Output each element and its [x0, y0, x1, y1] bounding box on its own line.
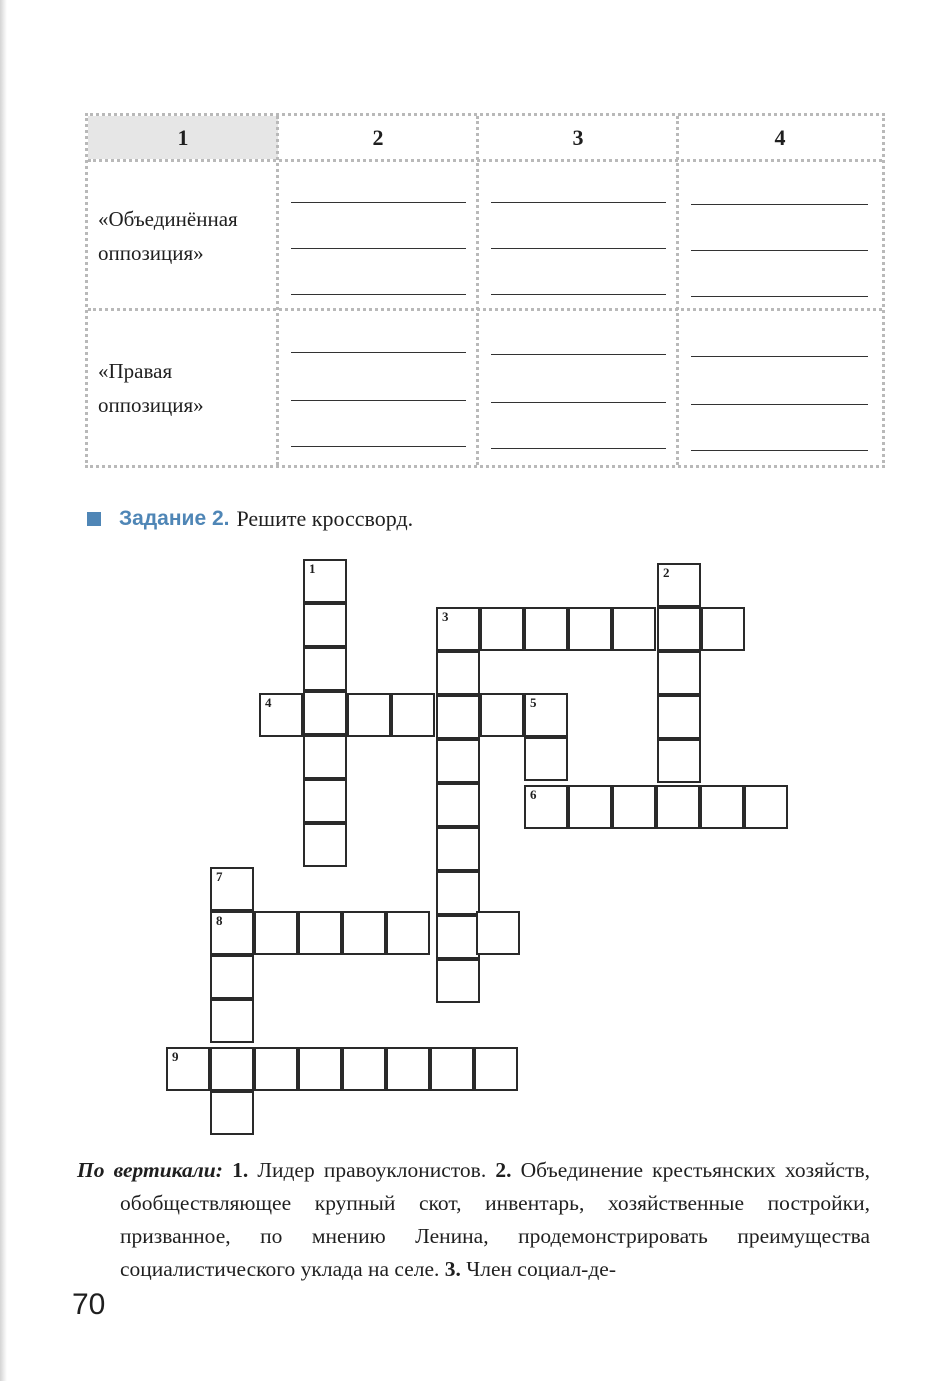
crossword-cell[interactable] — [342, 1047, 386, 1091]
crossword-cell[interactable] — [436, 959, 480, 1003]
answer-line[interactable] — [691, 450, 868, 451]
clue-text: Лидер правоуклонистов. — [257, 1158, 487, 1182]
crossword-cell[interactable] — [657, 651, 701, 695]
clue-number: 1. — [232, 1158, 249, 1182]
answer-line[interactable] — [291, 446, 466, 447]
crossword-cell[interactable] — [210, 867, 254, 911]
clues-block — [77, 1154, 870, 1286]
crossword-cell[interactable] — [436, 607, 480, 651]
crossword-cell[interactable] — [568, 785, 612, 829]
crossword-cell[interactable] — [480, 693, 524, 737]
crossword-cell[interactable] — [474, 1047, 518, 1091]
crossword-cell[interactable] — [303, 647, 347, 691]
crossword-cell[interactable] — [430, 1047, 474, 1091]
row-label-line: оппозиция» — [98, 393, 204, 417]
answer-line[interactable] — [291, 202, 466, 203]
table-header-col-4: 4 — [774, 124, 786, 150]
crossword-cell[interactable] — [657, 739, 701, 783]
task-text: Решите кроссворд. — [236, 506, 414, 531]
crossword-cell[interactable] — [298, 1047, 342, 1091]
crossword-cell[interactable] — [744, 785, 788, 829]
answer-line[interactable] — [291, 248, 466, 249]
crossword-cell[interactable] — [259, 693, 303, 737]
answer-line[interactable] — [691, 296, 868, 297]
answer-line[interactable] — [491, 448, 666, 449]
crossword-cell[interactable] — [254, 911, 298, 955]
crossword-cell[interactable] — [612, 607, 656, 651]
crossword-cell[interactable] — [303, 603, 347, 647]
crossword-cell[interactable] — [303, 823, 347, 867]
opposition-table — [85, 113, 885, 468]
clue-text: Объединение крестьянских хозяйств, обобществляющее крупный скот, инвентарь, хозяйственные постройки, призванное, по мнению Ленина, продемонстрировать преимущества социалистического уклада на селе. — [120, 1158, 870, 1281]
answer-line[interactable] — [491, 248, 666, 249]
crossword-clue-number: 7 — [216, 869, 223, 884]
crossword-cell[interactable] — [303, 691, 347, 735]
crossword-clue-number: 2 — [663, 565, 670, 580]
crossword-cell[interactable] — [347, 693, 391, 737]
crossword-cell[interactable] — [524, 693, 568, 737]
crossword-clue-number: 4 — [265, 695, 272, 710]
table-header-col-3: 3 — [572, 124, 584, 150]
answer-line[interactable] — [491, 294, 666, 295]
answer-line[interactable] — [291, 294, 466, 295]
crossword-cell[interactable] — [657, 695, 701, 739]
crossword-cell[interactable] — [524, 737, 568, 781]
answer-line[interactable] — [691, 204, 868, 205]
crossword-cell[interactable] — [436, 695, 480, 739]
crossword-cell[interactable] — [436, 783, 480, 827]
crossword-cell[interactable] — [476, 911, 520, 955]
row-label-line: «Правая — [98, 359, 173, 383]
crossword-clue-number: 1 — [309, 561, 316, 576]
crossword-cell[interactable] — [524, 785, 568, 829]
clues-paragraph — [77, 1154, 870, 1286]
crossword-clue-number: 3 — [442, 609, 449, 624]
crossword-cell[interactable] — [303, 779, 347, 823]
crossword-cell[interactable] — [701, 607, 745, 651]
crossword-clue-number: 5 — [530, 695, 537, 710]
crossword-cell[interactable] — [436, 739, 480, 783]
crossword-cell[interactable] — [391, 693, 435, 737]
crossword-cell[interactable] — [568, 607, 612, 651]
crossword-cell[interactable] — [254, 1047, 298, 1091]
crossword-cell[interactable] — [342, 911, 386, 955]
square-bullet-icon — [87, 512, 101, 526]
crossword-cell[interactable] — [303, 735, 347, 779]
crossword-cell[interactable] — [657, 607, 701, 651]
answer-line[interactable] — [491, 202, 666, 203]
table-divider — [476, 116, 479, 465]
crossword-clue-number: 8 — [216, 913, 223, 928]
answer-line[interactable] — [491, 354, 666, 355]
crossword-cell[interactable] — [480, 607, 524, 651]
table-divider — [676, 116, 679, 465]
crossword-clue-number: 6 — [530, 787, 537, 802]
table-header-col-2: 2 — [372, 124, 384, 150]
answer-line[interactable] — [291, 400, 466, 401]
row-label-line: «Объединённая — [98, 207, 238, 231]
crossword-cell[interactable] — [436, 827, 480, 871]
crossword-cell[interactable] — [210, 1047, 254, 1091]
crossword-cell[interactable] — [657, 563, 701, 607]
answer-line[interactable] — [691, 250, 868, 251]
crossword-cell[interactable] — [436, 651, 480, 695]
crossword-cell[interactable] — [210, 911, 254, 955]
crossword-cell[interactable] — [524, 607, 568, 651]
table-header-col-1: 1 — [88, 116, 278, 159]
table-divider — [88, 308, 882, 311]
answer-line[interactable] — [691, 404, 868, 405]
crossword-cell[interactable] — [210, 999, 254, 1043]
clue-text: Член социал-де- — [466, 1257, 616, 1281]
crossword-cell[interactable] — [210, 1091, 254, 1135]
crossword-cell[interactable] — [656, 785, 700, 829]
task-heading — [87, 506, 413, 532]
crossword-cell[interactable] — [700, 785, 744, 829]
crossword-cell[interactable] — [436, 871, 480, 915]
crossword-clue-number: 9 — [172, 1049, 179, 1064]
table-divider — [276, 116, 279, 465]
answer-line[interactable] — [291, 352, 466, 353]
page-number: 70 — [72, 1288, 106, 1321]
answer-line[interactable] — [691, 356, 868, 357]
table-divider — [88, 159, 882, 162]
table-row-label-united-opposition — [98, 202, 238, 270]
page-edge-shadow — [0, 0, 7, 1381]
crossword-cell[interactable] — [386, 1047, 430, 1091]
clues-heading: По вертикали: — [77, 1158, 223, 1182]
crossword-cell[interactable] — [298, 911, 342, 955]
table-row-label-right-opposition — [98, 354, 204, 422]
crossword-cell[interactable] — [210, 955, 254, 999]
answer-line[interactable] — [491, 402, 666, 403]
crossword-cell[interactable] — [303, 559, 347, 603]
crossword-cell[interactable] — [612, 785, 656, 829]
crossword-cell[interactable] — [166, 1047, 210, 1091]
clue-number: 2. — [495, 1158, 512, 1182]
crossword-cell[interactable] — [386, 911, 430, 955]
crossword-cell[interactable] — [436, 915, 480, 959]
clue-number: 3. — [444, 1257, 461, 1281]
task-label: Задание 2. — [119, 507, 230, 530]
row-label-line: оппозиция» — [98, 241, 204, 265]
